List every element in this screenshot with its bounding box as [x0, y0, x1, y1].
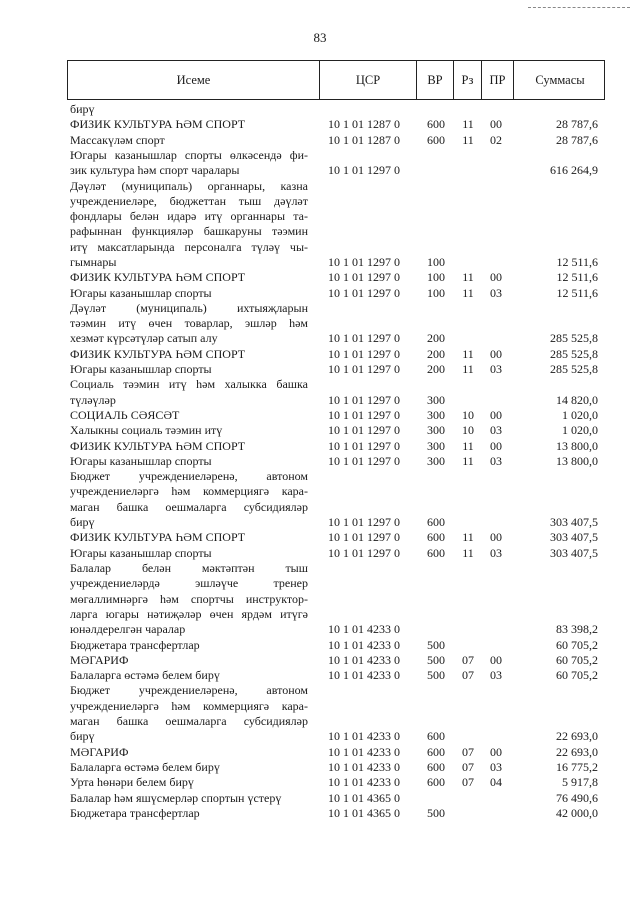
header-name: Исеме — [176, 72, 211, 87]
row-csr: 10 1 01 1297 0 — [328, 408, 400, 422]
row-sum: 285 525,8 — [550, 331, 598, 346]
row-csr: 10 1 01 1297 0 — [328, 163, 400, 178]
row-name-line: Балаларга өстәмә белем бирү — [70, 668, 220, 683]
row-name-line: МӘГАРИФ — [70, 744, 129, 759]
row-pr: 03 — [490, 759, 502, 774]
row-name-line: ФИЗИК КУЛЬТУРА ҺӘМ СПОРТ — [70, 438, 246, 453]
row-csr: 10 1 01 1287 0 — [328, 132, 400, 147]
row-name-line: Социаль тәэмин итү һәм халыкка башка — [70, 377, 308, 392]
row-name — [70, 133, 308, 148]
table-row — [0, 806, 640, 821]
table-row — [0, 148, 640, 179]
row-csr: 10 1 01 4233 0 — [328, 637, 400, 652]
row-name-line: Бюджетара трансфертлар — [70, 637, 200, 652]
row-csr: 10 1 01 4233 0 — [328, 622, 400, 637]
row-sum: 76 490,6 — [556, 790, 598, 805]
row-name — [70, 102, 308, 117]
row-sum: 60 705,2 — [556, 637, 598, 652]
table-row — [0, 270, 640, 285]
row-name — [70, 638, 308, 653]
row-sum: 12 511,6 — [556, 255, 598, 269]
row-csr: 10 1 01 1297 0 — [328, 331, 400, 346]
row-sum: 616 264,9 — [550, 163, 598, 178]
row-rz: 11 — [462, 438, 474, 453]
row-vr: 200 — [427, 331, 445, 346]
row-pr: 00 — [490, 744, 502, 759]
row-vr: 600 — [427, 530, 445, 545]
row-name — [70, 469, 308, 530]
row-vr: 600 — [427, 132, 445, 147]
row-pr: 03 — [490, 362, 502, 377]
table-row — [0, 408, 640, 423]
row-vr: 600 — [427, 729, 445, 744]
header-pr: ПР — [481, 61, 513, 99]
row-name-line: Югары казанышлар спорты — [70, 545, 212, 560]
row-sum: 28 787,6 — [556, 132, 598, 147]
row-name-line: учреждениеләргә һәм коммерциягә кара- — [70, 484, 308, 499]
row-csr: 10 1 01 1297 0 — [328, 285, 400, 300]
row-sum: 22 693,0 — [556, 729, 598, 744]
row-name — [70, 148, 308, 179]
table-row — [0, 439, 640, 454]
row-name-line: маган башка оешмаларга субсидияләр — [70, 499, 308, 514]
row-rz: 11 — [462, 362, 474, 377]
row-name-line: юнәлдерелгән чаралар — [70, 622, 186, 637]
row-name-line: ФИЗИК КУЛЬТУРА ҺӘМ СПОРТ — [70, 346, 246, 361]
table-row — [0, 133, 640, 148]
row-rz: 07 — [462, 668, 474, 683]
table-row — [0, 561, 640, 638]
row-vr: 300 — [427, 423, 445, 438]
row-name-line: Бюджет учреждениеләренә, автоном — [70, 469, 308, 484]
row-rz: 10 — [462, 408, 474, 422]
row-name-line: бирү — [70, 515, 95, 530]
table-row — [0, 179, 640, 271]
row-name-line: Югары казанышлар спорты — [70, 362, 212, 377]
table-row — [0, 423, 640, 438]
row-name — [70, 377, 308, 408]
row-sum: 28 787,6 — [556, 117, 598, 132]
table-row — [0, 745, 640, 760]
row-name-line: Дәүләт (муниципаль) ихтыяҗларын — [70, 300, 308, 315]
table-row — [0, 638, 640, 653]
row-sum: 12 511,6 — [556, 270, 598, 285]
row-pr: 02 — [490, 132, 502, 147]
row-sum: 303 407,5 — [550, 545, 598, 560]
row-name — [70, 270, 308, 285]
row-name-line: фондлары белән идарә итү органнары та- — [70, 209, 308, 224]
row-pr: 00 — [490, 270, 502, 285]
row-csr: 10 1 01 1297 0 — [328, 346, 400, 361]
row-pr: 04 — [490, 775, 502, 790]
row-name-line: Массакүләм спорт — [70, 132, 165, 147]
row-csr: 10 1 01 4365 0 — [328, 790, 400, 805]
row-name-line: мөгаллимнәргә һәм спортчы инструктор- — [70, 591, 308, 606]
row-pr: 00 — [490, 652, 502, 667]
row-name — [70, 454, 308, 469]
row-name-line: Балалар һәм яшүсмерләр спортын үстерү — [70, 790, 282, 805]
table-row — [0, 362, 640, 377]
header-sum: Суммасы — [513, 61, 606, 99]
row-vr: 100 — [427, 285, 445, 300]
row-vr: 300 — [427, 453, 445, 468]
row-sum: 285 525,8 — [550, 346, 598, 361]
row-pr: 03 — [490, 285, 502, 300]
row-name — [70, 775, 308, 790]
row-csr: 10 1 01 1287 0 — [328, 117, 400, 132]
row-vr: 300 — [427, 392, 445, 407]
row-name-line: Югары казанышлар спорты өлкәсендә фи- — [70, 147, 308, 162]
row-name-line: учреждениеләрдә эшләүче тренер — [70, 576, 308, 591]
row-sum: 60 705,2 — [556, 652, 598, 667]
row-name — [70, 362, 308, 377]
header-vr: ВР — [416, 61, 453, 99]
row-rz: 07 — [462, 759, 474, 774]
row-name-line: ларга югары нәтиҗәләр өчен ярдәм итүгә — [70, 606, 308, 621]
row-rz: 11 — [462, 285, 474, 300]
row-rz: 11 — [462, 530, 474, 545]
row-csr: 10 1 01 1297 0 — [328, 453, 400, 468]
row-name — [70, 806, 308, 821]
row-name-line: Дәүләт (муниципаль) органнары, казна — [70, 178, 308, 193]
table-row — [0, 102, 640, 117]
row-csr: 10 1 01 4233 0 — [328, 759, 400, 774]
row-name — [70, 301, 308, 347]
row-name-line: Бюджет учреждениеләренә, автоном — [70, 683, 308, 698]
row-vr: 500 — [427, 652, 445, 667]
row-name — [70, 408, 308, 423]
row-csr: 10 1 01 1297 0 — [328, 362, 400, 377]
row-name — [70, 668, 308, 683]
row-sum: 5 917,8 — [562, 775, 598, 790]
row-sum: 303 407,5 — [550, 530, 598, 545]
row-rz: 11 — [462, 132, 474, 147]
row-pr: 00 — [490, 530, 502, 545]
row-name-line: ФИЗИК КУЛЬТУРА ҺӘМ СПОРТ — [70, 117, 246, 132]
row-name-line: түләүләр — [70, 392, 116, 407]
table-header — [67, 60, 605, 100]
row-vr: 600 — [427, 117, 445, 132]
row-csr: 10 1 01 1297 0 — [328, 530, 400, 545]
row-name — [70, 683, 308, 744]
row-csr: 10 1 01 4233 0 — [328, 775, 400, 790]
table-row — [0, 377, 640, 408]
header-csr: ЦСР — [319, 61, 416, 99]
row-name-line: бирү — [70, 729, 95, 744]
row-vr: 600 — [427, 545, 445, 560]
row-name — [70, 117, 308, 132]
table-row — [0, 546, 640, 561]
row-name-line: гымнары — [70, 254, 117, 269]
row-pr: 03 — [490, 668, 502, 683]
row-csr: 10 1 01 1297 0 — [328, 423, 400, 438]
row-sum: 285 525,8 — [550, 362, 598, 377]
row-name-line: Югары казанышлар спорты — [70, 285, 212, 300]
row-sum: 42 000,0 — [556, 805, 598, 820]
row-csr: 10 1 01 4365 0 — [328, 805, 400, 820]
row-rz: 07 — [462, 775, 474, 790]
row-pr: 03 — [490, 423, 502, 438]
header-rz: Рз — [453, 61, 481, 99]
row-vr: 300 — [427, 408, 445, 422]
row-name — [70, 179, 308, 271]
table-row — [0, 454, 640, 469]
row-rz: 11 — [462, 346, 474, 361]
row-csr: 10 1 01 4233 0 — [328, 744, 400, 759]
table-row — [0, 286, 640, 301]
row-name-line: тәэмин итү өчен товарлар, эшләр һәм — [70, 316, 308, 331]
row-vr: 200 — [427, 346, 445, 361]
row-name — [70, 653, 308, 668]
row-name-line: итү максатларында персоналга түләү чы- — [70, 239, 308, 254]
table-row — [0, 469, 640, 530]
row-pr: 00 — [490, 438, 502, 453]
row-sum: 1 020,0 — [562, 408, 598, 422]
row-name-line: СОЦИАЛЬ СӘЯСӘТ — [70, 408, 180, 422]
row-name-line: Халыкны социаль тәэмин итү — [70, 423, 223, 438]
row-vr: 600 — [427, 775, 445, 790]
row-name — [70, 561, 308, 637]
table-row — [0, 347, 640, 362]
row-name-line: бирү — [70, 102, 95, 116]
row-rz: 11 — [462, 270, 474, 285]
table-row — [0, 530, 640, 545]
row-name — [70, 745, 308, 760]
row-sum: 12 511,6 — [556, 285, 598, 300]
row-csr: 10 1 01 1297 0 — [328, 515, 400, 530]
table-row — [0, 775, 640, 790]
table-row — [0, 760, 640, 775]
row-name — [70, 423, 308, 438]
row-vr: 500 — [427, 668, 445, 683]
row-name — [70, 439, 308, 454]
table-row — [0, 791, 640, 806]
table-row — [0, 683, 640, 744]
table-row — [0, 668, 640, 683]
row-name-line: Югары казанышлар спорты — [70, 453, 212, 468]
row-sum: 303 407,5 — [550, 515, 598, 530]
row-vr: 600 — [427, 515, 445, 530]
row-pr: 03 — [490, 545, 502, 560]
page-number: 83 — [313, 30, 327, 45]
row-sum: 13 800,0 — [556, 438, 598, 453]
row-csr: 10 1 01 1297 0 — [328, 438, 400, 453]
row-rz: 11 — [462, 545, 474, 560]
row-name-line: хезмәт күрсәтүләр сатып алу — [70, 331, 218, 346]
row-name — [70, 530, 308, 545]
row-pr: 00 — [490, 408, 502, 422]
row-name-line: Бюджетара трансфертлар — [70, 805, 200, 820]
row-sum: 16 775,2 — [556, 759, 598, 774]
row-rz: 10 — [462, 423, 474, 438]
row-sum: 22 693,0 — [556, 744, 598, 759]
row-name — [70, 347, 308, 362]
row-name-line: маган башка оешмаларга субсидияләр — [70, 713, 308, 728]
row-name-line: МӘГАРИФ — [70, 652, 129, 667]
row-csr: 10 1 01 1297 0 — [328, 270, 400, 285]
row-name-line: Балалар белән мәктәптән тыш — [70, 561, 308, 575]
scan-edge-mark — [528, 7, 630, 8]
row-rz: 11 — [462, 117, 474, 132]
row-vr: 600 — [427, 759, 445, 774]
row-rz: 07 — [462, 744, 474, 759]
row-name-line: ФИЗИК КУЛЬТУРА ҺӘМ СПОРТ — [70, 270, 246, 285]
row-name — [70, 286, 308, 301]
row-name — [70, 791, 308, 806]
row-sum: 1 020,0 — [562, 423, 598, 438]
row-name-line: Урта һөнәри белем бирү — [70, 775, 194, 790]
row-name — [70, 760, 308, 775]
row-name-line: ФИЗИК КУЛЬТУРА ҺӘМ СПОРТ — [70, 530, 246, 545]
row-sum: 14 820,0 — [556, 392, 598, 407]
row-vr: 200 — [427, 362, 445, 377]
row-csr: 10 1 01 4233 0 — [328, 652, 400, 667]
row-sum: 60 705,2 — [556, 668, 598, 683]
row-vr: 300 — [427, 438, 445, 453]
row-name — [70, 546, 308, 561]
row-rz: 11 — [462, 453, 474, 468]
row-csr: 10 1 01 4233 0 — [328, 668, 400, 683]
row-name-line: Балаларга өстәмә белем бирү — [70, 759, 220, 774]
row-vr: 100 — [427, 255, 445, 269]
table-row — [0, 117, 640, 132]
row-name-line: зик культура һәм спорт чаралары — [70, 163, 240, 178]
row-pr: 00 — [490, 117, 502, 132]
row-vr: 500 — [427, 805, 445, 820]
table-row — [0, 653, 640, 668]
row-pr: 00 — [490, 346, 502, 361]
row-csr: 10 1 01 1297 0 — [328, 545, 400, 560]
row-pr: 03 — [490, 453, 502, 468]
row-name-line: учреждениеләре, бюджеттан тыш дәүләт — [70, 193, 308, 208]
row-vr: 600 — [427, 744, 445, 759]
row-csr: 10 1 01 4233 0 — [328, 729, 400, 744]
table-row — [0, 301, 640, 347]
row-sum: 13 800,0 — [556, 453, 598, 468]
row-csr: 10 1 01 1297 0 — [328, 255, 400, 269]
row-vr: 100 — [427, 270, 445, 285]
row-csr: 10 1 01 1297 0 — [328, 392, 400, 407]
row-rz: 07 — [462, 652, 474, 667]
row-name-line: рафыннан функцияләр башкаруны тәэмин — [70, 224, 308, 239]
row-name-line: учреждениеләргә һәм коммерциягә кара- — [70, 698, 308, 713]
row-vr: 500 — [427, 637, 445, 652]
row-sum: 83 398,2 — [556, 622, 598, 637]
